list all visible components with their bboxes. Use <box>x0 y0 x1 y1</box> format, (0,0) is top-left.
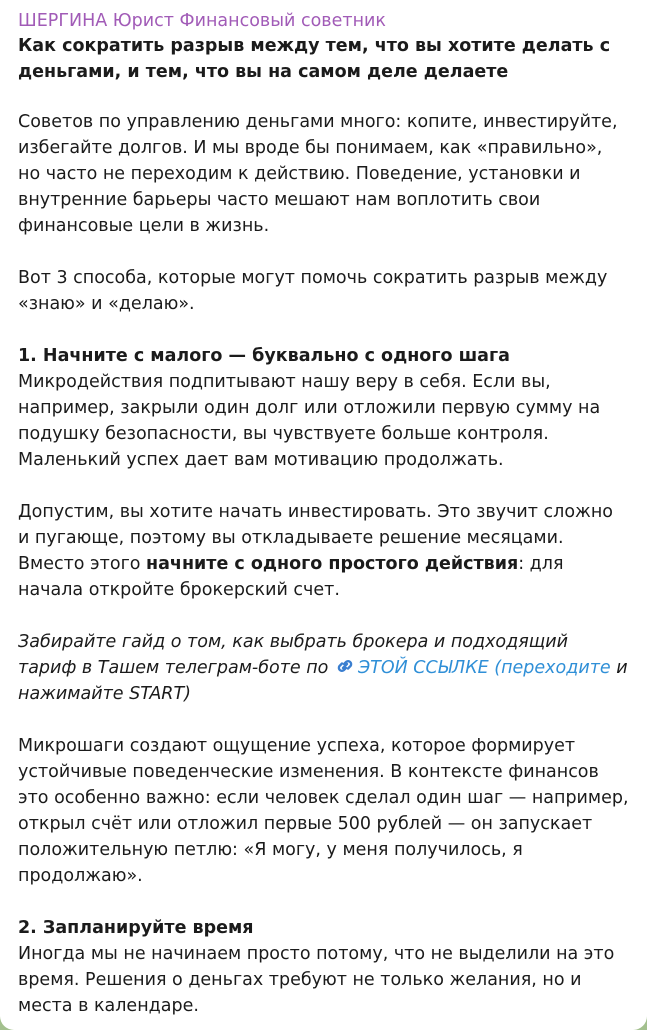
promo-link[interactable]: ЭТОЙ ССЫЛКЕ <box>357 658 489 678</box>
promo-link-note: (переходите <box>488 658 611 678</box>
example-text-end: : для начала откройте брокерский счет. <box>18 554 564 600</box>
promo-text: Забирайте гайд о том, как выбрать брокера и подходящий тариф в Ташем телеграм-боте по <box>18 632 568 678</box>
section-1-heading: 1. Начните с малого — буквально с одного шага <box>18 346 510 366</box>
ways-paragraph: Вот 3 способа, которые могут помочь сократить разрыв между «знаю» и «делаю». <box>18 268 608 314</box>
section-2-body: Иногда мы не начинаем просто потому, что не выделили на это время. Решения о деньгах требуют не только желания, но и места в календаре. <box>18 944 615 1016</box>
section-1-body: Микродействия подпитывают нашу веру в себя. Если вы, например, закрыли один долг или отложили первую сумму на подушку безопасности, вы чувствуете больше контроля. Маленький успех дает вам мотивацию продолжать. <box>18 372 601 470</box>
section-1 <box>18 343 629 473</box>
example-paragraph <box>18 499 629 603</box>
message-title: Как сократить разрыв между тем, что вы хотите делать с деньгами, и тем, что вы на самом деле делаете <box>18 36 611 82</box>
promo-paragraph <box>18 629 629 707</box>
promo-tail: и нажимайте START) <box>18 658 628 704</box>
example-text-start: Допустим, вы хотите начать инвестировать. Это звучит сложно и пугающе, поэтому вы откладываете решение месяцами. Вместо этого <box>18 502 613 574</box>
example-bold-phrase: начните с одного простого действия <box>146 554 519 574</box>
sender-name[interactable]: ШЕРГИНА Юрист Финансовый советник <box>18 11 386 31</box>
chain-link-icon <box>334 657 356 675</box>
section-2-heading: 2. Запланируйте время <box>18 918 254 938</box>
micro-paragraph: Микрошаги создают ощущение успеха, которое формирует устойчивые поведенческие изменения. В контексте финансов это особенно важно: если человек сделал один шаг — например, открыл счёт или отложил первые 500 рублей — он запускает положительную петлю: «Я могу, у меня получилось, я продолжаю». <box>18 736 629 886</box>
intro-paragraph: Советов по управлению деньгами много: копите, инвестируйте, избегайте долгов. И мы вроде бы понимаем, как «правильно», но часто не переходим к действию. Поведение, установки и внутренние барьеры часто мешают нам воплотить свои финансовые цели в жизнь. <box>18 112 618 236</box>
section-2 <box>18 915 629 1019</box>
